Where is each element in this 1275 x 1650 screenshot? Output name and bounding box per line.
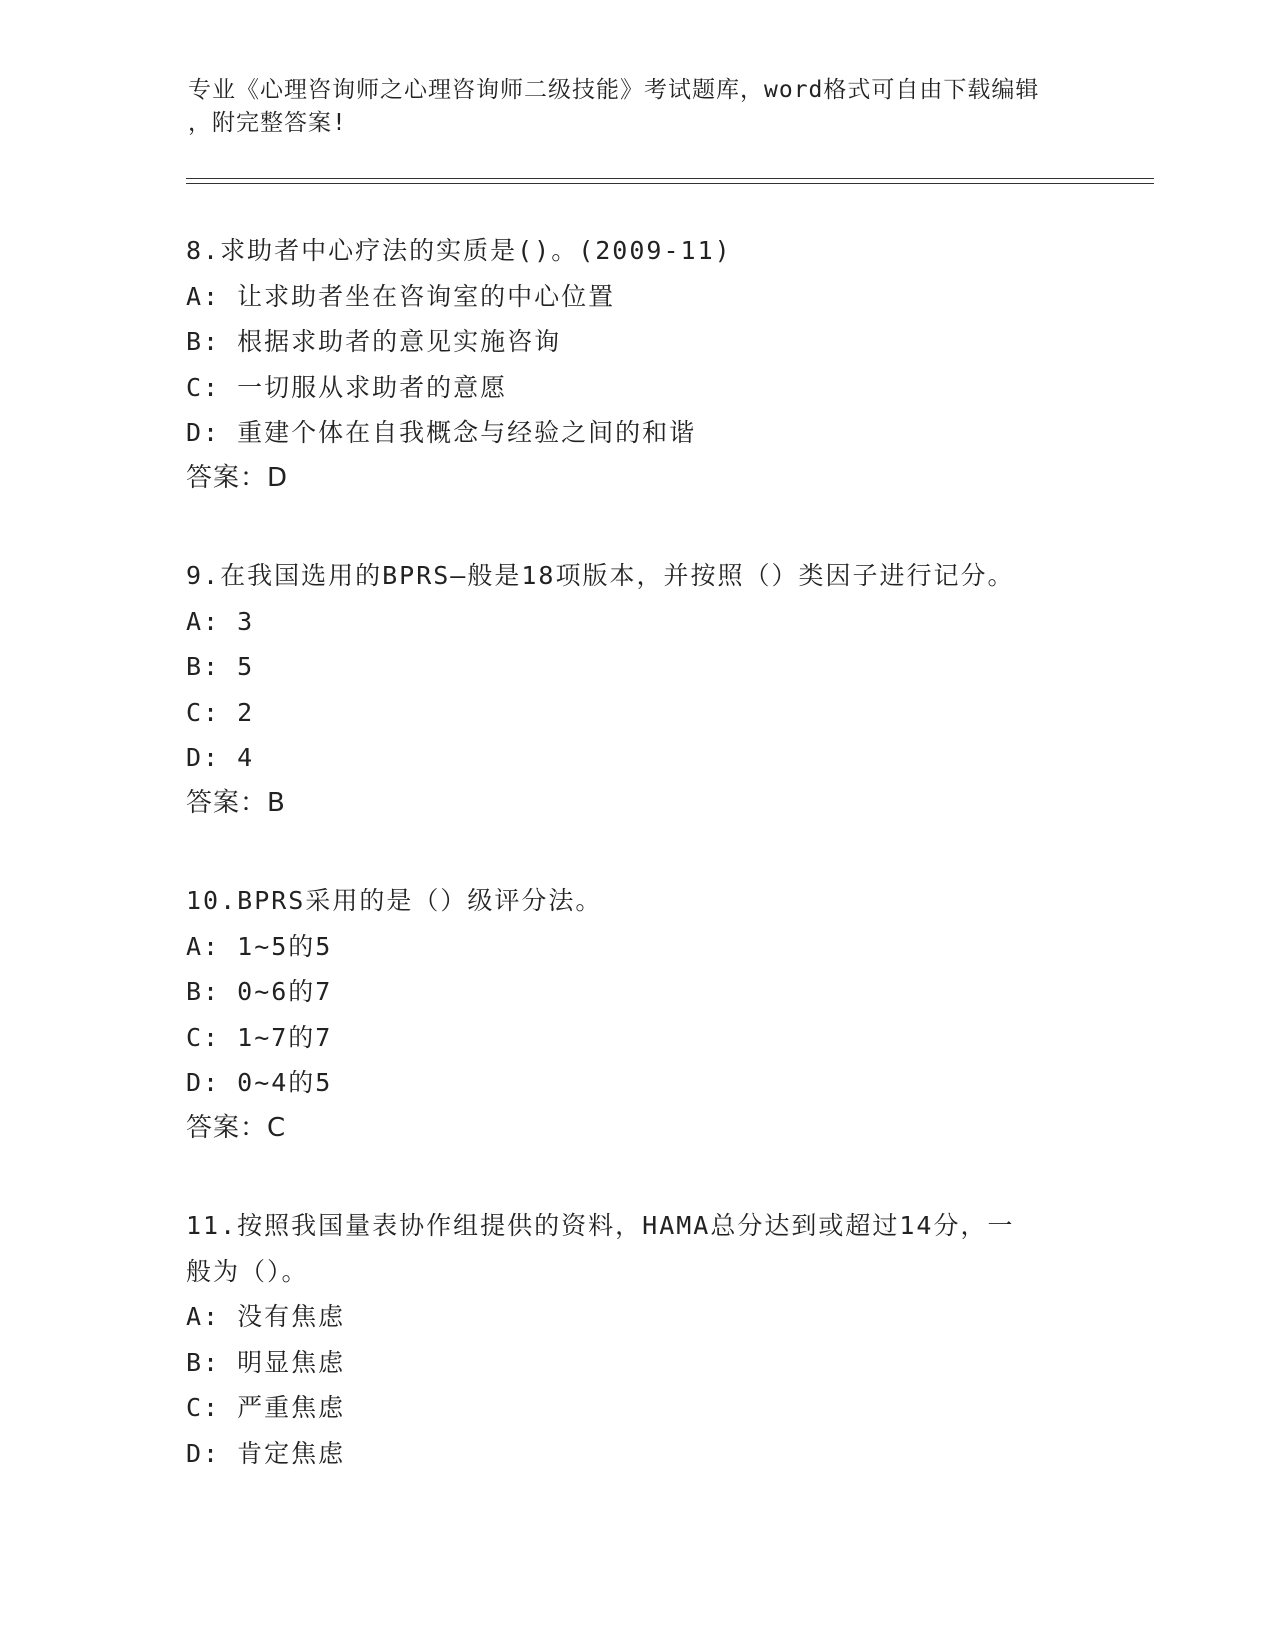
question-text: 10.BPRS采用的是（）级评分法。 [186, 886, 603, 915]
answer-value: D [267, 462, 288, 493]
answer-value: B [267, 787, 285, 818]
option-c: C: 1~7的7 [186, 1022, 333, 1052]
option-b: B: 0~6的7 [186, 977, 333, 1006]
question-8 [186, 228, 1086, 501]
answer-value: C [267, 1112, 286, 1143]
question-9 [186, 553, 1086, 826]
header-line-1: 专业《心理咨询师之心理咨询师二级技能》考试题库，word格式可自由下载编辑 [188, 77, 1040, 103]
question-text [186, 1203, 1086, 1294]
option-a: A: 1~5的5 [186, 931, 333, 961]
answer-line [186, 781, 1086, 827]
option-c: C: 一切服从求助者的意愿 [186, 372, 508, 402]
header-divider-bottom [186, 183, 1154, 184]
answer-line [186, 1106, 1086, 1152]
option-a: A: 让求助者坐在咨询室的中心位置 [186, 281, 616, 311]
question-text: 9.在我国选用的BPRS—般是18项版本，并按照（）类因子进行记分。 [186, 561, 1015, 590]
question-10 [186, 878, 1086, 1151]
answer-label: 答案： [186, 787, 268, 818]
answer-line [186, 456, 1086, 502]
option-b: B: 5 [186, 652, 255, 681]
option-a: A: 3 [186, 606, 255, 636]
option-d: D: 重建个体在自我概念与经验之间的和谐 [186, 418, 697, 447]
header-line-2: ，附完整答案! [188, 110, 347, 136]
answer-label: 答案： [186, 462, 268, 493]
document-header [188, 74, 1088, 140]
option-d: D: 4 [186, 743, 255, 772]
option-b: B: 根据求助者的意见实施咨询 [186, 327, 562, 356]
option-b: B: 明显焦虑 [186, 1347, 346, 1377]
answer-label: 答案： [186, 1112, 268, 1143]
option-c: C: 严重焦虑 [186, 1393, 346, 1422]
header-divider-top [186, 178, 1154, 179]
question-11 [186, 1203, 1086, 1476]
option-c: C: 2 [186, 697, 255, 727]
option-d: D: 肯定焦虑 [186, 1438, 346, 1468]
question-text-line-2: 般为（）。 [186, 1256, 309, 1286]
question-text: 8.求助者中心疗法的实质是()。(2009-11) [186, 236, 732, 265]
question-text-line-1: 11.按照我国量表协作组提供的资料，HAMA总分达到或超过14分，一 [186, 1211, 1015, 1240]
option-a: A: 没有焦虑 [186, 1302, 346, 1331]
question-list [186, 228, 1086, 1528]
option-d: D: 0~4的5 [186, 1068, 333, 1097]
